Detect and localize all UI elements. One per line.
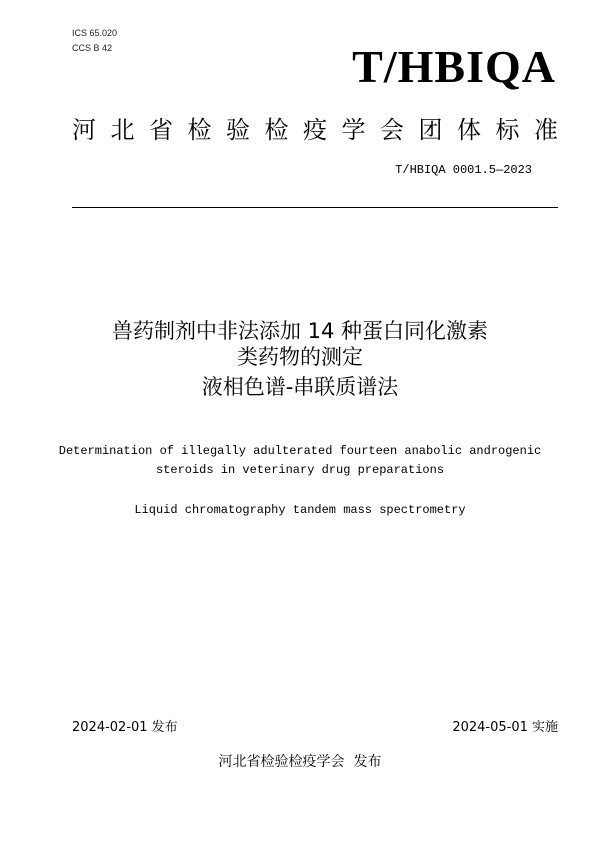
org-name-char: 检 xyxy=(264,116,289,144)
org-name-char: 团 xyxy=(418,116,443,144)
issue-date: 2024-02-01 发布 xyxy=(72,720,178,735)
english-subtitle: Liquid chromatography tandem mass spectrometry xyxy=(134,503,466,517)
org-name xyxy=(72,110,558,145)
org-name-char: 北 xyxy=(110,116,135,144)
org-name-char: 会 xyxy=(380,116,404,144)
org-name-char: 省 xyxy=(149,116,173,144)
org-name-char: 河 xyxy=(72,116,96,144)
ccs-code: CCS B 42 xyxy=(72,43,113,53)
ics-code: ICS 65.020 xyxy=(72,28,118,38)
divider-line xyxy=(72,207,558,208)
english-title-line-1: Determination of illegally adulterated fourteen anabolic androgenic xyxy=(58,444,542,458)
org-name-char: 学 xyxy=(341,116,366,144)
publisher: 河北省检验检疫学会 发布 xyxy=(218,754,382,770)
dates-row xyxy=(72,716,558,735)
chinese-title xyxy=(0,318,600,400)
org-name-char: 准 xyxy=(534,116,558,144)
title-line-3: 液相色谱-串联质谱法 xyxy=(201,375,399,399)
implement-date: 2024-05-01 实施 xyxy=(452,720,558,735)
org-name-char: 检 xyxy=(187,116,212,144)
standard-number: T/HBIQA 0001.5—2023 xyxy=(395,163,532,177)
standard-logo: T/HBIQA xyxy=(352,41,556,92)
title-line-1: 兽药制剂中非法添加 14 种蛋白同化激素 xyxy=(111,319,489,343)
org-name-char: 疫 xyxy=(303,116,327,144)
org-name-char: 标 xyxy=(495,116,520,144)
english-title-line-2: steroids in veterinary drug preparations xyxy=(155,463,445,477)
org-name-char: 体 xyxy=(457,116,481,144)
title-line-2: 类药物的测定 xyxy=(237,345,363,369)
org-name-char: 验 xyxy=(226,116,250,144)
